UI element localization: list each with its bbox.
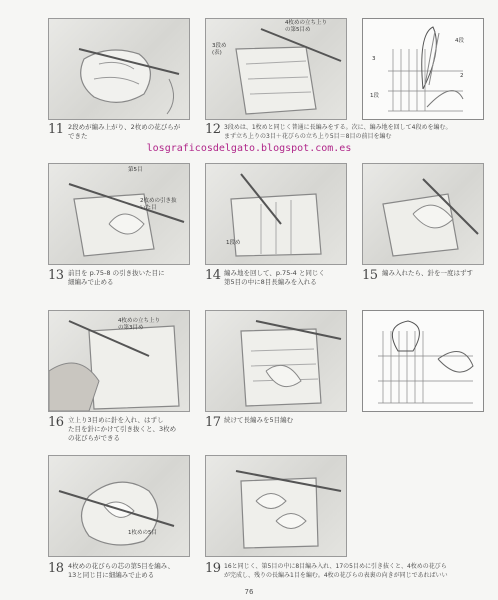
chart-a-label-right: 4段 <box>455 38 464 44</box>
step-16-label-top: 4枚めの立ち上り の第3目め <box>118 318 160 331</box>
step-16-caption: 立上り3目めに針を入れ、はずし た目を針にかけて引き抜くと、3枚め の花びらができる <box>68 416 177 442</box>
chart-a-label-bottom: 1段 <box>370 93 379 99</box>
crochet-photo-illustration <box>49 456 189 556</box>
step-19-caption: 16と同じく、第5目の中に8目編み入れ、17の5目めに引き抜くと、4枚めの花びら が完成し、残りの長編み1目を編む。4枚の花びらの表裏の向きが同じであればいい <box>224 563 448 579</box>
step-16-number: 16 <box>48 415 64 430</box>
step-17-caption: 続けて長編みを5目編む <box>224 416 294 424</box>
step-12-number: 12 <box>205 122 221 137</box>
step-12-label-left: 3段め (表) <box>212 43 227 56</box>
step-13-photo <box>48 163 190 265</box>
step-14-number: 14 <box>205 268 221 283</box>
step-14-photo <box>205 163 347 265</box>
chart-a <box>362 18 484 120</box>
chart-b <box>362 310 484 412</box>
crochet-photo-illustration <box>363 164 483 264</box>
step-13-label-top: 第5目 <box>128 167 143 173</box>
step-19-photo <box>205 455 347 557</box>
step-12-label-top: 4枚めの立ち上り の第5目め <box>285 20 327 33</box>
chart-a-label-low: 2 <box>460 73 464 79</box>
step-11-caption: 2段めが編み上がり、2枚めの花びらが できた <box>68 123 181 140</box>
chart-a-label-mid: 3 <box>372 56 376 62</box>
crochet-photo-illustration <box>49 164 189 264</box>
step-14-label-left: 1段め <box>226 240 241 246</box>
step-15-caption: 編み入れたら、針を一度はずす <box>382 269 473 277</box>
crochet-photo-illustration <box>206 164 346 264</box>
crochet-photo-illustration <box>206 456 346 556</box>
crochet-chart-a-diagram <box>363 19 483 119</box>
step-18-caption: 4枚めの花びらの芯の第5目を編み、 13と同じ目に細編みで止める <box>68 562 175 579</box>
step-18-label-bottom: 1枚めの5目 <box>128 530 157 536</box>
step-13-label-right: 2枚めの引き抜 いた目 <box>140 198 177 211</box>
step-13-caption: 前目を p.75-8 の引き抜いた目に 細編みで止める <box>68 269 165 286</box>
crochet-photo-illustration <box>206 19 346 119</box>
step-13-number: 13 <box>48 268 64 283</box>
step-18-number: 18 <box>48 561 64 576</box>
step-17-photo <box>205 310 347 412</box>
step-11-photo <box>48 18 190 120</box>
step-18-photo <box>48 455 190 557</box>
page-number: 76 <box>244 588 254 596</box>
crochet-photo-illustration <box>49 19 189 119</box>
step-11-number: 11 <box>48 122 64 137</box>
step-17-number: 17 <box>205 415 221 430</box>
crochet-chart-b-diagram <box>363 311 483 411</box>
step-19-number: 19 <box>205 561 221 576</box>
crochet-photo-illustration <box>206 311 346 411</box>
step-15-number: 15 <box>362 268 378 283</box>
watermark-url: losgraficosdelgato.blogspot.com.es <box>146 143 352 154</box>
step-12-caption: 3段めは、1枚めと同じく普通に長編みをする。次に、編み地を回して4段めを編む。 まず立ち上りの3目＋花びらの立ち上り5目＝8目の前目を編む <box>224 124 452 140</box>
step-14-caption: 編み地を回して、p.75-4 と同じく 第5目の中に8目長編みを入れる <box>224 269 325 286</box>
step-15-photo <box>362 163 484 265</box>
